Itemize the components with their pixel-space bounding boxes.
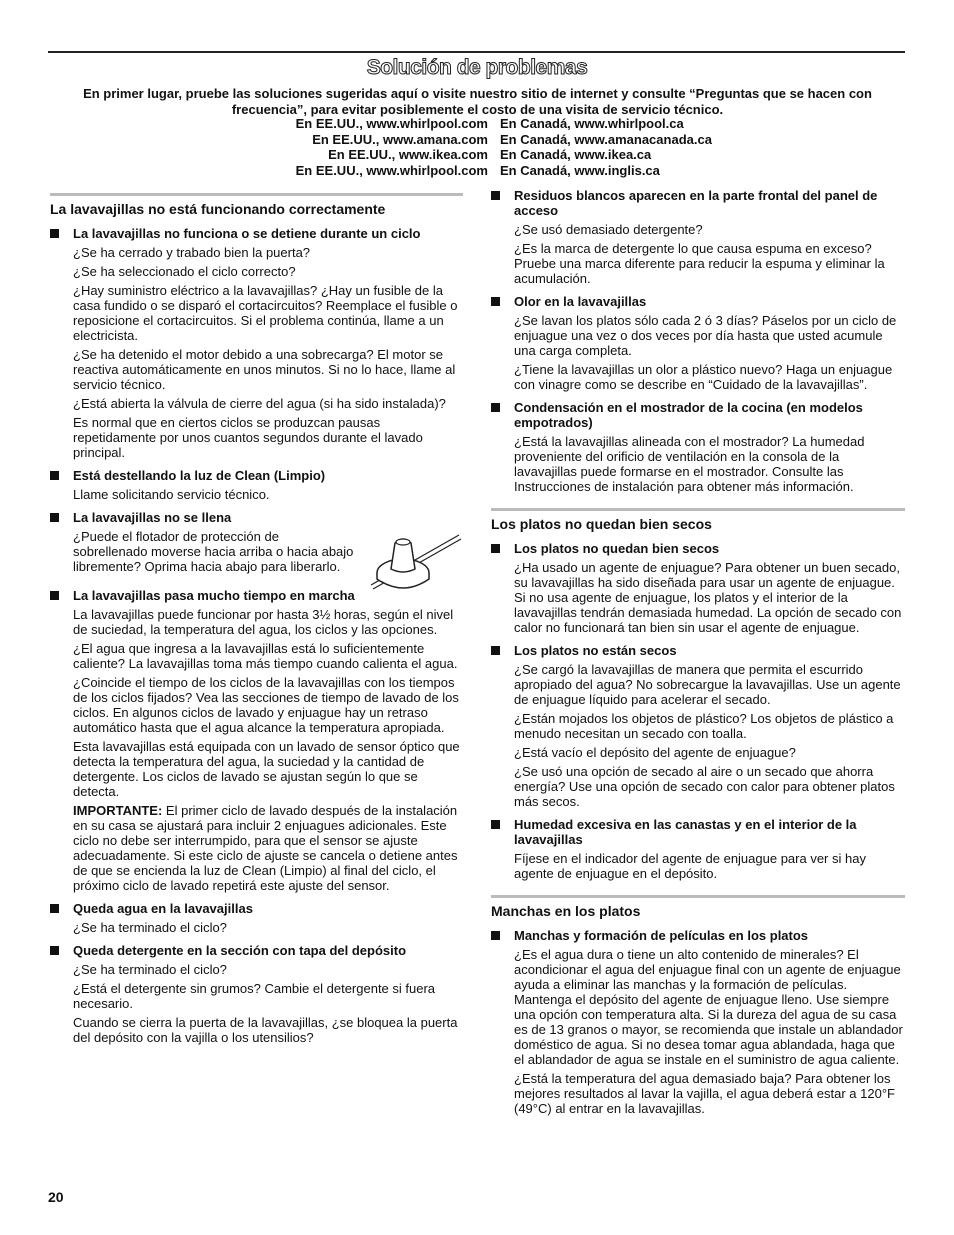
url-row [0,132,954,148]
item-title: Manchas y formación de películas en los platos [514,928,809,943]
bullet-square-icon [50,904,59,913]
spacer [491,881,905,895]
paragraph: Es normal que en ciertos ciclos se produzcan pausas repetidamente por unos cuantos segundos durante el lavado principal. [73,415,423,460]
section-header [491,508,905,533]
bullet-square-icon [491,297,500,306]
item-title: Residuos blancos aparecen en la parte frontal del panel de acceso [514,188,878,218]
paragraph: Llame solicitando servicio técnico. [73,487,270,502]
paragraph: ¿Se ha cerrado y trabado bien la puerta? [73,245,311,260]
url-list [0,116,954,178]
problem-item [50,510,463,525]
item-title: La lavavajillas pasa mucho tiempo en marcha [73,588,355,603]
important-text: El primer ciclo de lavado después de la instalación en su casa se ajustará para incluir 2 enjuagues adicionales. Este ciclo no debe ser interrumpido, para que el sensor se ajuste adecuadamente. Si este ciclo de ajuste se cancela o detiene antes de que se encienda la luz de Clean (Limpio) al final del ciclo, el próximo ciclo de lavado repetirá este ajuste del sensor. [73,803,458,893]
ca-url[interactable]: En Canadá, www.inglis.ca [500,162,660,178]
bullet-square-icon [491,403,500,412]
paragraph: ¿Está la lavavajillas alineada con el mostrador? La humedad proveniente del orificio de ventilación en la consola de la lavavajillas puede formarse en el mostrador. Consulte las Instrucciones de instalación para obtener más información. [514,434,865,494]
problem-item [491,188,905,218]
item-title: Queda detergente en la sección con tapa del depósito [73,943,407,958]
paragraph: ¿Se usó una opción de secado al aire o un secado que ahorra energía? Use una opción de secado con calor para obtener platos más secos. [514,764,895,809]
item-title: La lavavajillas no funciona o se detiene durante un ciclo [73,226,421,241]
item-title: Queda agua en la lavavajillas [73,901,253,916]
bullet-square-icon [491,931,500,940]
item-title: Humedad excesiva en las canastas y en el interior de la lavavajillas [514,817,857,847]
paragraph: ¿Está vacío el depósito del agente de enjuague? [514,745,796,760]
paragraph: Esta lavavajillas está equipada con un lavado de sensor óptico que detecta la temperatura del agua, la suciedad y la cantidad de detergente. Los ciclos de lavado se ajustan según lo que se detecta. [73,739,460,799]
paragraph: Fíjese en el indicador del agente de enjuague para ver si hay agente de enjuague en el depósito. [514,851,866,881]
ca-url[interactable]: En Canadá, www.ikea.ca [500,147,652,162]
problem-item [50,901,463,916]
paragraph: ¿Está abierta la válvula de cierre del agua (si ha sido instalada)? [73,396,446,411]
left-column [50,193,463,1045]
page-number: 20 [48,1189,64,1205]
paragraph: ¿Se lavan los platos sólo cada 2 ó 3 días? Páselos por un ciclo de enjuague una vez o dos veces por día hasta que usted acumule una carga completa. [514,313,897,358]
paragraph-text: ¿Puede el flotador de protección de sobrellenado moverse hacia arriba o hacia abajo libremente? Oprima hacia abajo para liberarlo. [73,529,354,574]
url-row [0,163,954,179]
section-header [491,895,905,920]
section-heading: La lavavajillas no está funcionando correctamente [50,201,386,217]
top-rule [48,51,905,53]
intro-text: En primer lugar, pruebe las soluciones sugeridas aquí o visite nuestro sitio de internet y consulte “Preguntas que se hacen con frecuencia”, para evitar posiblemente el costo de una visita de servicio técnico. [83,86,872,117]
paragraph: ¿Se cargó la lavavajillas de manera que permita el escurrido apropiado del agua? No sobrecargue la lavavajillas. Use un agente de enjuague líquido para acelerar el secado. [514,662,901,707]
us-url[interactable]: En EE.UU., www.whirlpool.com [295,116,488,131]
paragraph: ¿Está la temperatura del agua demasiado baja? Para obtener los mejores resultados al lavar la vajilla, el agua deberá estar a 120°F (49°C) al entrar en la lavavajillas. [514,1071,895,1116]
url-row [0,147,954,163]
item-title: La lavavajillas no se llena [73,510,232,525]
bullet-square-icon [491,646,500,655]
ca-url[interactable]: En Canadá, www.whirlpool.ca [500,116,684,131]
item-title: Los platos no quedan bien secos [514,541,720,556]
bullet-square-icon [50,591,59,600]
paragraph: ¿Se usó demasiado detergente? [514,222,703,237]
url-row [0,116,954,132]
paragraph: ¿Se ha terminado el ciclo? [73,920,227,935]
us-url[interactable]: En EE.UU., www.whirlpool.com [295,162,488,178]
problem-item [50,943,463,958]
ca-url[interactable]: En Canadá, www.amanacanada.ca [500,131,712,147]
paragraph: ¿Ha usado un agente de enjuague? Para obtener un buen secado, su lavavajillas ha sido diseñada para usar un agente de enjuague. Si no usa agente de enjuague, los platos y el interior de la lavavajillas tendrán demasiada humedad. La opción de secado con calor no funcionará tan bien sin usar el agente de enjuague. [514,560,902,635]
paragraph: ¿Hay suministro eléctrico a la lavavajillas? ¿Hay un fusible de la casa fundido o se disparó el cortacircuitos? Reemplace el fusible o reposicione el cortacircuitos. Si el problema continúa, llame a un electricista. [73,283,458,343]
problem-item [491,541,905,556]
paragraph: ¿El agua que ingresa a la lavavajillas está lo suficientemente caliente? La lavavajillas toma más tiempo cuando calienta el agua. [73,641,458,671]
item-title: Condensación en el mostrador de la cocina (en modelos empotrados) [514,400,863,430]
item-title: Los platos no están secos [514,643,677,658]
problem-item [50,468,463,483]
right-column [491,186,905,1116]
section-heading: Los platos no quedan bien secos [491,516,712,532]
bullet-square-icon [491,191,500,200]
problem-item [491,643,905,658]
problem-item [50,226,463,241]
bullet-square-icon [50,471,59,480]
paragraph: ¿Coincide el tiempo de los ciclos de la lavavajillas con los tiempos de los ciclos fijados? Vea las secciones de tiempo de lavado de los ciclos. En algunos ciclos de lavado y enjuague hay un retraso automático hasta que el agua alcance la temperatura apropiada. [73,675,459,735]
spacer [491,494,905,508]
bullet-square-icon [50,513,59,522]
page-title: Solución de problemas [366,56,588,79]
item-title: Está destellando la luz de Clean (Limpio) [73,468,326,483]
problem-item [491,817,905,847]
bullet-square-icon [491,544,500,553]
important-label: IMPORTANTE: [73,803,163,818]
paragraph: ¿Se ha seleccionado el ciclo correcto? [73,264,296,279]
section-heading: Manchas en los platos [491,903,641,919]
paragraph [50,529,463,574]
paragraph: ¿Se ha detenido el motor debido a una sobrecarga? El motor se reactiva automáticamente en unos minutos. Si no lo hace, llame al servicio técnico. [73,347,456,392]
paragraph: ¿Están mojados los objetos de plástico? Los objetos de plástico a menudo necesitan un secado con toalla. [514,711,894,741]
bullet-square-icon [50,946,59,955]
bullet-square-icon [50,229,59,238]
important-paragraph [50,803,463,893]
us-url[interactable]: En EE.UU., www.ikea.com [328,147,488,162]
us-url[interactable]: En EE.UU., www.amana.com [312,131,488,147]
float-illustration-icon [363,529,463,593]
paragraph: ¿Es el agua dura o tiene un alto contenido de minerales? El acondicionar el agua del enjuague final con un agente de enjuague ayuda a eliminar las manchas y la formación de películas. Mantenga el depósito del agente de enjuague lleno. Use siempre una opción con temperatura alta. Si la dureza del agua de su casa es de 13 granos o mayor, se recomienda que instale un ablandador doméstico de agua. Si no desea tomar agua ablandada, haga que el ablandador de agua se instale en el suministro de agua caliente. [514,947,903,1067]
paragraph: ¿Está el detergente sin grumos? Cambie el detergente si fuera necesario. [73,981,436,1011]
problem-item [491,928,905,943]
paragraph: La lavavajillas puede funcionar por hasta 3½ horas, según el nivel de suciedad, la temperatura del agua, los ciclos y las opciones. [73,607,454,637]
bullet-square-icon [491,820,500,829]
paragraph: ¿Se ha terminado el ciclo? [73,962,227,977]
section-header [50,193,463,218]
problem-item [491,294,905,309]
problem-item [491,400,905,430]
paragraph: ¿Tiene la lavavajillas un olor a plástico nuevo? Haga un enjuague con vinagre como se describe en “Cuidado de la lavavajillas”. [514,362,893,392]
paragraph: Cuando se cierra la puerta de la lavavajillas, ¿se bloquea la puerta del depósito con la vajilla o los utensilios? [73,1015,458,1045]
paragraph: ¿Es la marca de detergente lo que causa espuma en exceso? Pruebe una marca diferente para reducir la espuma y eliminar la acumulación. [514,241,885,286]
problem-item [50,588,463,603]
item-title: Olor en la lavavajillas [514,294,647,309]
